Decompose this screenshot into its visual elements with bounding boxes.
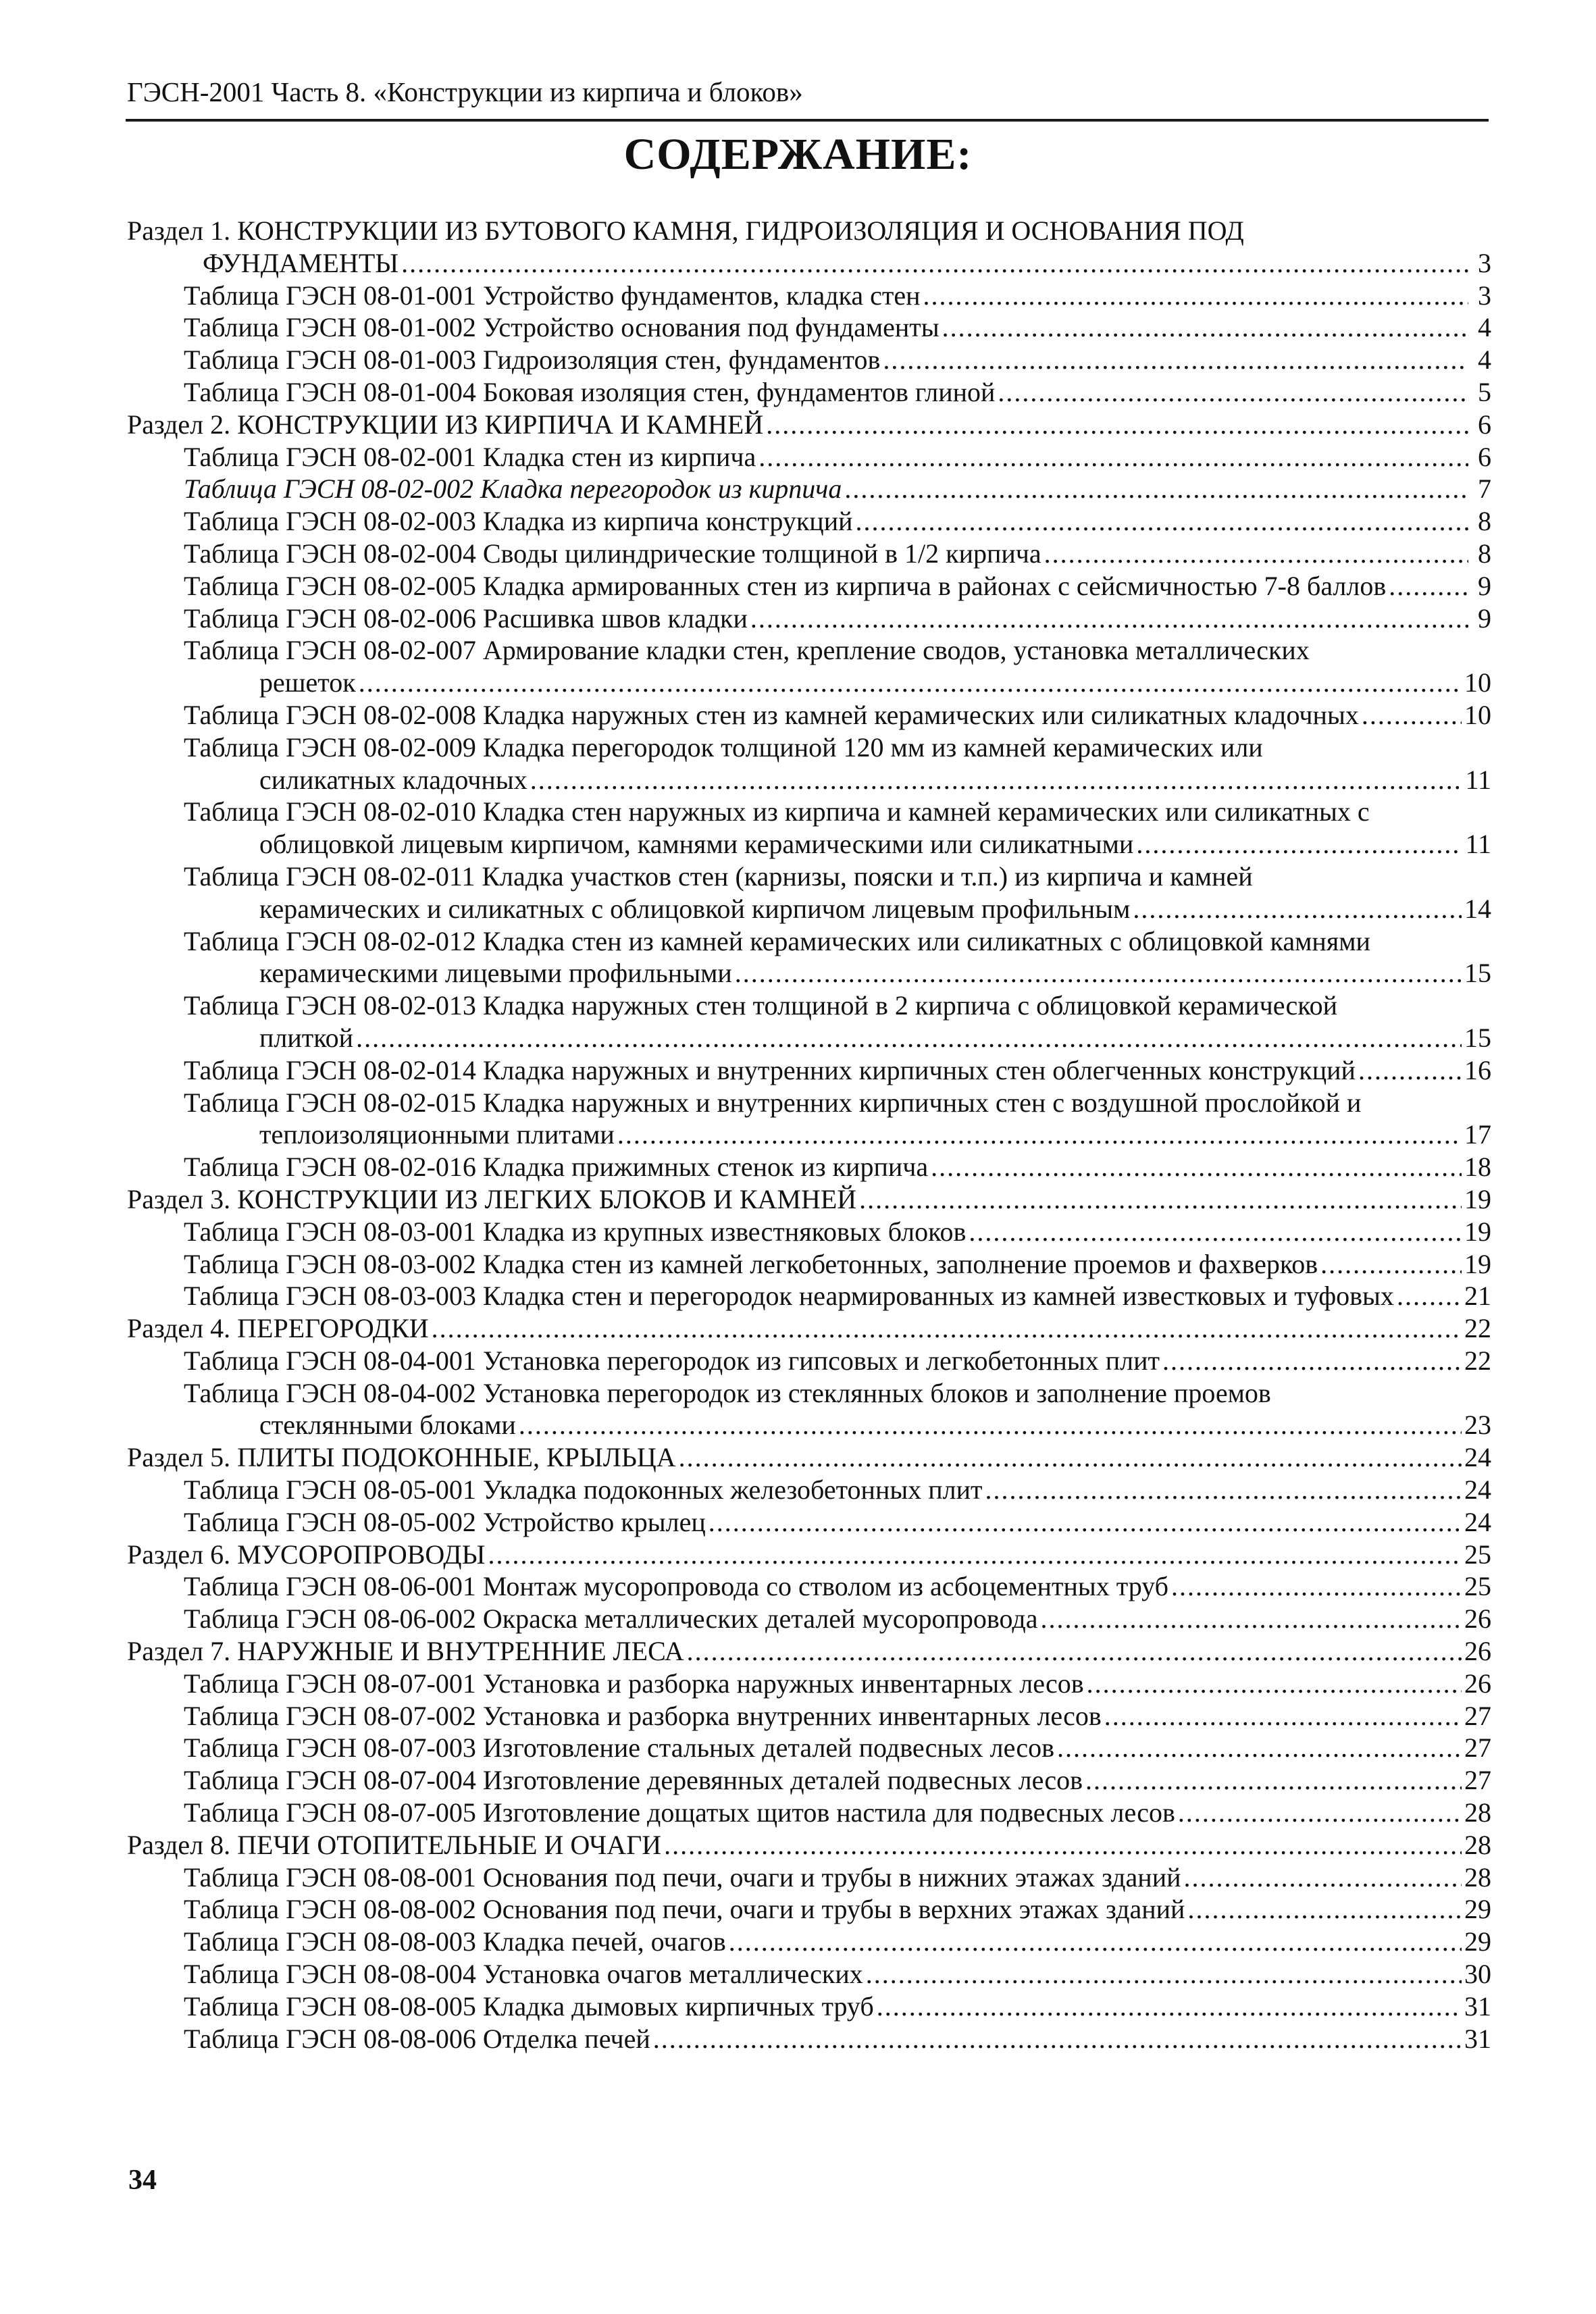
dot-leader (877, 1990, 1462, 2023)
toc-entry-text: теплоизоляционными плитами (259, 1119, 615, 1150)
toc-page-number: 27 (1464, 1732, 1491, 1764)
toc-entry-text: стеклянными блоками (259, 1410, 516, 1441)
dot-leader (856, 505, 1468, 538)
toc-entry-text: Таблица ГЭСН 08-08-006 Отделка печей (184, 2023, 650, 2054)
toc-entry-text: Таблица ГЭСН 08-07-001 Установка и разборка наружных инвентарных лесов (184, 1668, 1084, 1699)
toc-table-entry[interactable] (127, 796, 1491, 860)
dot-leader (859, 1183, 1462, 1216)
toc-entry-text: Таблица ГЭСН 08-07-005 Изготовление дощатых щитов настила для подвесных лесов (184, 1797, 1175, 1828)
toc-entry-text: Таблица ГЭСН 08-08-005 Кладка дымовых кирпичных труб (184, 1990, 874, 2022)
toc-page-number: 14 (1464, 893, 1491, 924)
toc-entry-text: Таблица ГЭСН 08-02-014 Кладка наружных и внутренних кирпичных стен облегченных конструкций (184, 1054, 1356, 1085)
toc-table-entry[interactable] (127, 1603, 1491, 1635)
page-title: СОДЕРЖАНИЕ: (623, 130, 973, 179)
toc-entry-text: Таблица ГЭСН 08-02-004 Своды цилиндрические толщиной в 1/2 кирпича (184, 538, 1041, 569)
toc-table-entry[interactable] (127, 376, 1491, 409)
toc-entry-text: Таблица ГЭСН 08-08-003 Кладка печей, очагов (184, 1926, 726, 1957)
toc-page-number: 28 (1464, 1861, 1491, 1893)
toc-page-number: 31 (1464, 1990, 1491, 2022)
toc-page-number: 24 (1464, 1506, 1491, 1537)
toc-entry-text: Таблица ГЭСН 08-07-002 Установка и разборка внутренних инвентарных лесов (184, 1700, 1102, 1731)
toc-table-entry[interactable] (127, 1248, 1491, 1281)
dot-leader (1162, 1345, 1462, 1377)
dot-leader (1044, 538, 1468, 570)
header-rule (126, 119, 1489, 122)
toc-table-entry[interactable] (127, 602, 1491, 635)
toc-section-entry[interactable] (127, 1539, 1491, 1571)
toc-table-entry[interactable] (127, 1506, 1491, 1539)
dot-leader (923, 280, 1468, 312)
toc-table-entry[interactable] (127, 1893, 1491, 1926)
toc-entry-text: Таблица ГЭСН 08-02-015 Кладка наружных и внутренних кирпичных стен с воздушной прослойкой и (184, 1087, 1362, 1118)
toc-table-entry[interactable] (127, 1700, 1491, 1732)
toc-table-entry[interactable] (127, 989, 1491, 1054)
toc-table-entry[interactable] (127, 860, 1491, 925)
toc-page-number: 30 (1464, 1959, 1491, 1990)
dot-leader (1397, 1280, 1462, 1312)
dot-leader (1057, 1732, 1462, 1764)
dot-leader (617, 1119, 1462, 1151)
dot-leader (766, 409, 1468, 441)
toc-entry-text: Таблица ГЭСН 08-03-002 Кладка стен из камней легкобетонных, заполнение проемов и фахверков (184, 1248, 1318, 1279)
toc-page-number: 26 (1464, 1603, 1491, 1635)
dot-leader (985, 1474, 1462, 1506)
toc-page-number: 6 (1478, 409, 1491, 440)
toc-table-entry[interactable] (127, 634, 1491, 699)
dot-leader (1178, 1797, 1462, 1829)
toc-page-number: 10 (1464, 699, 1491, 730)
toc-table-entry[interactable] (127, 1087, 1491, 1152)
dot-leader (1358, 1054, 1462, 1087)
dot-leader (1041, 1603, 1462, 1635)
toc-table-entry[interactable] (127, 731, 1491, 796)
toc-table-entry[interactable] (127, 1377, 1491, 1442)
toc-table-entry[interactable] (127, 344, 1491, 376)
table-of-contents (127, 215, 1491, 2055)
toc-entry-text: Таблица ГЭСН 08-06-001 Монтаж мусоропровода со стволом из асбоцементных труб (184, 1571, 1168, 1602)
toc-page-number: 19 (1464, 1216, 1491, 1247)
toc-table-entry[interactable] (127, 1216, 1491, 1248)
toc-entry-text: Таблица ГЭСН 08-02-003 Кладка из кирпича конструкций (184, 506, 853, 537)
dot-leader (1184, 1861, 1462, 1894)
toc-page-number: 28 (1464, 1797, 1491, 1828)
toc-table-entry[interactable] (127, 1732, 1491, 1764)
toc-entry-text: Таблица ГЭСН 08-01-003 Гидроизоляция стен, фундаментов (184, 344, 881, 376)
toc-page-number: 3 (1478, 247, 1491, 278)
dot-leader (530, 764, 1463, 796)
toc-page-number: 21 (1464, 1281, 1491, 1312)
dot-leader (998, 376, 1468, 409)
toc-section-entry[interactable] (127, 1829, 1491, 1861)
toc-page-number: 18 (1464, 1152, 1491, 1183)
toc-page-number: 4 (1478, 344, 1491, 376)
toc-page-number: 8 (1478, 538, 1491, 569)
toc-table-entry[interactable] (127, 570, 1491, 602)
toc-table-entry[interactable] (127, 1764, 1491, 1797)
dot-leader (1085, 1764, 1462, 1797)
toc-entry-text: Таблица ГЭСН 08-02-006 Расшивка швов кладки (184, 602, 748, 634)
toc-entry-text: Таблица ГЭСН 08-02-011 Кладка участков стен (карнизы, пояски и т.п.) из кирпича и камней (184, 860, 1253, 892)
dot-leader (709, 1506, 1462, 1539)
toc-section-entry[interactable] (127, 1183, 1491, 1216)
toc-entry-text: Таблица ГЭСН 08-02-007 Армирование кладки стен, крепление сводов, установка металлических (184, 635, 1310, 666)
toc-page-number: 25 (1464, 1571, 1491, 1602)
toc-entry-text: Таблица ГЭСН 08-01-004 Боковая изоляция стен, фундаментов глиной (184, 376, 996, 407)
page-number: 34 (128, 2165, 157, 2196)
toc-table-entry[interactable] (127, 1570, 1491, 1603)
dot-leader (758, 441, 1468, 473)
toc-entry-text: Таблица ГЭСН 08-05-001 Укладка подоконных железобетонных плит (184, 1474, 983, 1506)
toc-table-entry[interactable] (127, 1861, 1491, 1894)
toc-entry-text: керамическими лицевыми профильными (259, 958, 732, 989)
dot-leader (729, 1926, 1462, 1958)
toc-page-number: 11 (1465, 829, 1491, 860)
dot-leader (356, 1022, 1462, 1054)
toc-page-number: 15 (1464, 1022, 1491, 1053)
toc-entry-text: Раздел 2. КОНСТРУКЦИИ ИЗ КИРПИЧА И КАМНЕЙ (127, 409, 764, 440)
dot-leader (359, 667, 1462, 699)
toc-page-number: 27 (1464, 1765, 1491, 1796)
toc-table-entry[interactable] (127, 1345, 1491, 1377)
toc-table-entry[interactable] (127, 280, 1491, 312)
toc-page-number: 25 (1464, 1539, 1491, 1570)
toc-table-entry[interactable] (127, 1990, 1491, 2023)
dot-leader (883, 344, 1468, 376)
toc-table-entry[interactable] (127, 925, 1491, 990)
dot-leader (679, 1441, 1462, 1474)
toc-entry-text: Таблица ГЭСН 08-01-002 Устройство основания под фундаменты (184, 312, 939, 343)
toc-section-entry[interactable] (127, 1635, 1491, 1668)
dot-leader (519, 1409, 1462, 1441)
toc-table-entry[interactable] (127, 1958, 1491, 1990)
toc-table-entry[interactable] (127, 505, 1491, 538)
dot-leader (687, 1635, 1462, 1668)
toc-table-entry[interactable] (127, 1280, 1491, 1312)
dot-leader (1087, 1668, 1462, 1700)
toc-page-number: 22 (1464, 1313, 1491, 1344)
dot-leader (1362, 699, 1462, 731)
toc-entry-text: Таблица ГЭСН 08-01-001 Устройство фундаментов, кладка стен (184, 280, 921, 311)
dot-leader (1136, 828, 1462, 860)
toc-page-number: 5 (1478, 376, 1491, 407)
toc-section-entry[interactable] (127, 1312, 1491, 1345)
toc-page-number: 8 (1478, 506, 1491, 537)
toc-entry-text: Таблица ГЭСН 08-02-010 Кладка стен наружных из кирпича и камней керамических или силикатных с (184, 796, 1370, 827)
toc-page-number: 19 (1464, 1248, 1491, 1279)
toc-entry-text: Таблица ГЭСН 08-03-003 Кладка стен и перегородок неармированных из камней известковых и туфовых (184, 1281, 1394, 1312)
toc-entry-text: Раздел 8. ПЕЧИ ОТОПИТЕЛЬНЫЕ И ОЧАГИ (127, 1829, 662, 1860)
toc-table-entry[interactable] (127, 311, 1491, 344)
toc-page-number: 23 (1464, 1410, 1491, 1441)
toc-page-number: 24 (1464, 1474, 1491, 1506)
toc-section-entry[interactable] (127, 409, 1491, 441)
dot-leader (1187, 1893, 1462, 1926)
toc-entry-text: Раздел 7. НАРУЖНЫЕ И ВНУТРЕННИЕ ЛЕСА (127, 1636, 684, 1667)
toc-page-number: 16 (1464, 1054, 1491, 1085)
toc-page-number: 28 (1464, 1829, 1491, 1860)
dot-leader (1171, 1570, 1462, 1603)
toc-page-number: 3 (1478, 280, 1491, 311)
toc-entry-text: Таблица ГЭСН 08-08-002 Основания под печи, очаги и трубы в верхних этажах зданий (184, 1894, 1185, 1925)
dot-leader (931, 1151, 1462, 1183)
dot-leader (844, 473, 1468, 505)
toc-page-number: 17 (1464, 1119, 1491, 1150)
toc-entry-text: Раздел 6. МУСОРОПРОВОДЫ (127, 1539, 486, 1570)
dot-leader (1133, 893, 1462, 925)
toc-page-number: 9 (1478, 570, 1491, 601)
toc-page-number: 6 (1478, 441, 1491, 472)
dot-leader (488, 1539, 1462, 1571)
toc-entry-text: Таблица ГЭСН 08-02-012 Кладка стен из камней керамических или силикатных с облицовкой камнями (184, 925, 1370, 956)
dot-leader (664, 1829, 1462, 1861)
dot-leader (653, 2023, 1462, 2055)
toc-entry-text: ФУНДАМЕНТЫ (203, 247, 399, 278)
toc-page-number: 27 (1464, 1700, 1491, 1731)
toc-page-number: 26 (1464, 1668, 1491, 1699)
toc-entry-text: керамических и силикатных с облицовкой кирпичом лицевым профильным (259, 893, 1131, 924)
toc-table-entry[interactable] (127, 1054, 1491, 1087)
toc-entry-text: решеток (259, 667, 356, 698)
toc-table-entry[interactable] (127, 441, 1491, 473)
toc-page-number: 10 (1464, 667, 1491, 698)
toc-table-entry[interactable] (127, 1474, 1491, 1506)
toc-entry-text: Таблица ГЭСН 08-03-001 Кладка из крупных известняковых блоков (184, 1216, 967, 1247)
toc-entry-text: Таблица ГЭСН 08-05-002 Устройство крылец (184, 1506, 706, 1537)
toc-page-number: 9 (1478, 602, 1491, 634)
toc-page-number: 24 (1464, 1442, 1491, 1473)
toc-page-number: 22 (1464, 1345, 1491, 1376)
dot-leader (1320, 1248, 1462, 1281)
toc-table-entry[interactable] (127, 473, 1491, 505)
dot-leader (432, 1312, 1462, 1345)
dot-leader (401, 247, 1468, 280)
toc-table-entry[interactable] (127, 538, 1491, 570)
toc-entry-text: Таблица ГЭСН 08-02-001 Кладка стен из кирпича (184, 441, 756, 472)
toc-table-entry[interactable] (127, 1926, 1491, 1958)
toc-page-number: 7 (1478, 473, 1491, 505)
toc-page-number: 31 (1464, 2023, 1491, 2054)
toc-entry-text: Таблица ГЭСН 08-07-003 Изготовление стальных деталей подвесных лесов (184, 1732, 1054, 1764)
toc-entry-text: облицовкой лицевым кирпичом, камнями керамическими или силикатными (259, 829, 1134, 860)
dot-leader (942, 311, 1468, 344)
toc-entry-text: Раздел 4. ПЕРЕГОРОДКИ (127, 1313, 429, 1344)
toc-entry-text: Таблица ГЭСН 08-07-004 Изготовление деревянных деталей подвесных лесов (184, 1765, 1083, 1796)
toc-table-entry[interactable] (127, 1797, 1491, 1829)
toc-page-number: 4 (1478, 312, 1491, 343)
toc-page-number: 26 (1464, 1636, 1491, 1667)
toc-page-number: 11 (1465, 764, 1491, 795)
dot-leader (750, 602, 1468, 635)
toc-entry-text: плиткой (259, 1022, 354, 1053)
toc-table-entry[interactable] (127, 1151, 1491, 1183)
toc-entry-text: Таблица ГЭСН 08-02-008 Кладка наружных стен из камней керамических или силикатных кладочных (184, 699, 1359, 730)
dot-leader (866, 1958, 1462, 1990)
toc-entry-text: Таблица ГЭСН 08-02-005 Кладка армированных стен из кирпича в районах с сейсмичностью 7-8 баллов (184, 570, 1387, 601)
toc-entry-text: Таблица ГЭСН 08-02-016 Кладка прижимных стенок из кирпича (184, 1152, 929, 1183)
toc-table-entry[interactable] (127, 2023, 1491, 2055)
toc-page-number: 19 (1464, 1183, 1491, 1214)
toc-entry-text: Таблица ГЭСН 08-02-009 Кладка перегородок толщиной 120 мм из камней керамических или (184, 731, 1263, 763)
dot-leader (735, 957, 1462, 989)
toc-page-number: 29 (1464, 1926, 1491, 1957)
toc-entry-text: Таблица ГЭСН 08-04-002 Установка перегородок из стеклянных блоков и заполнение проемов (184, 1377, 1271, 1408)
toc-section-entry[interactable] (127, 1441, 1491, 1474)
toc-entry-text: Раздел 1. КОНСТРУКЦИИ ИЗ БУТОВОГО КАМНЯ, ГИДРОИЗОЛЯЦИЯ И ОСНОВАНИЯ ПОД (127, 215, 1244, 246)
running-header: ГЭСН-2001 Часть 8. «Конструкции из кирпича и блоков» (127, 76, 803, 107)
toc-table-entry[interactable] (127, 1668, 1491, 1700)
toc-entry-text: Таблица ГЭСН 08-06-002 Окраска металлических деталей мусоропровода (184, 1603, 1038, 1635)
toc-entry-text: Раздел 3. КОНСТРУКЦИИ ИЗ ЛЕГКИХ БЛОКОВ И КАМНЕЙ (127, 1183, 857, 1214)
toc-section-entry[interactable] (127, 215, 1491, 280)
toc-entry-text: Таблица ГЭСН 08-04-001 Установка перегородок из гипсовых и легкобетонных плит (184, 1345, 1160, 1376)
dot-leader (1389, 570, 1468, 602)
toc-entry-text: Раздел 5. ПЛИТЫ ПОДОКОННЫЕ, КРЫЛЬЦА (127, 1442, 676, 1473)
dot-leader (1104, 1700, 1462, 1732)
toc-page-number: 15 (1464, 958, 1491, 989)
toc-entry-text: Таблица ГЭСН 08-02-013 Кладка наружных стен толщиной в 2 кирпича с облицовкой керамической (184, 990, 1338, 1021)
toc-entry-text: Таблица ГЭСН 08-08-001 Основания под печи, очаги и трубы в нижних этажах зданий (184, 1861, 1181, 1893)
toc-table-entry[interactable] (127, 699, 1491, 731)
toc-entry-text: Таблица ГЭСН 08-08-004 Установка очагов металлических (184, 1959, 863, 1990)
toc-entry-text: Таблица ГЭСН 08-02-002 Кладка перегородок из кирпича (184, 473, 842, 505)
toc-page-number: 29 (1464, 1894, 1491, 1925)
dot-leader (969, 1216, 1462, 1248)
toc-entry-text: силикатных кладочных (259, 764, 527, 795)
